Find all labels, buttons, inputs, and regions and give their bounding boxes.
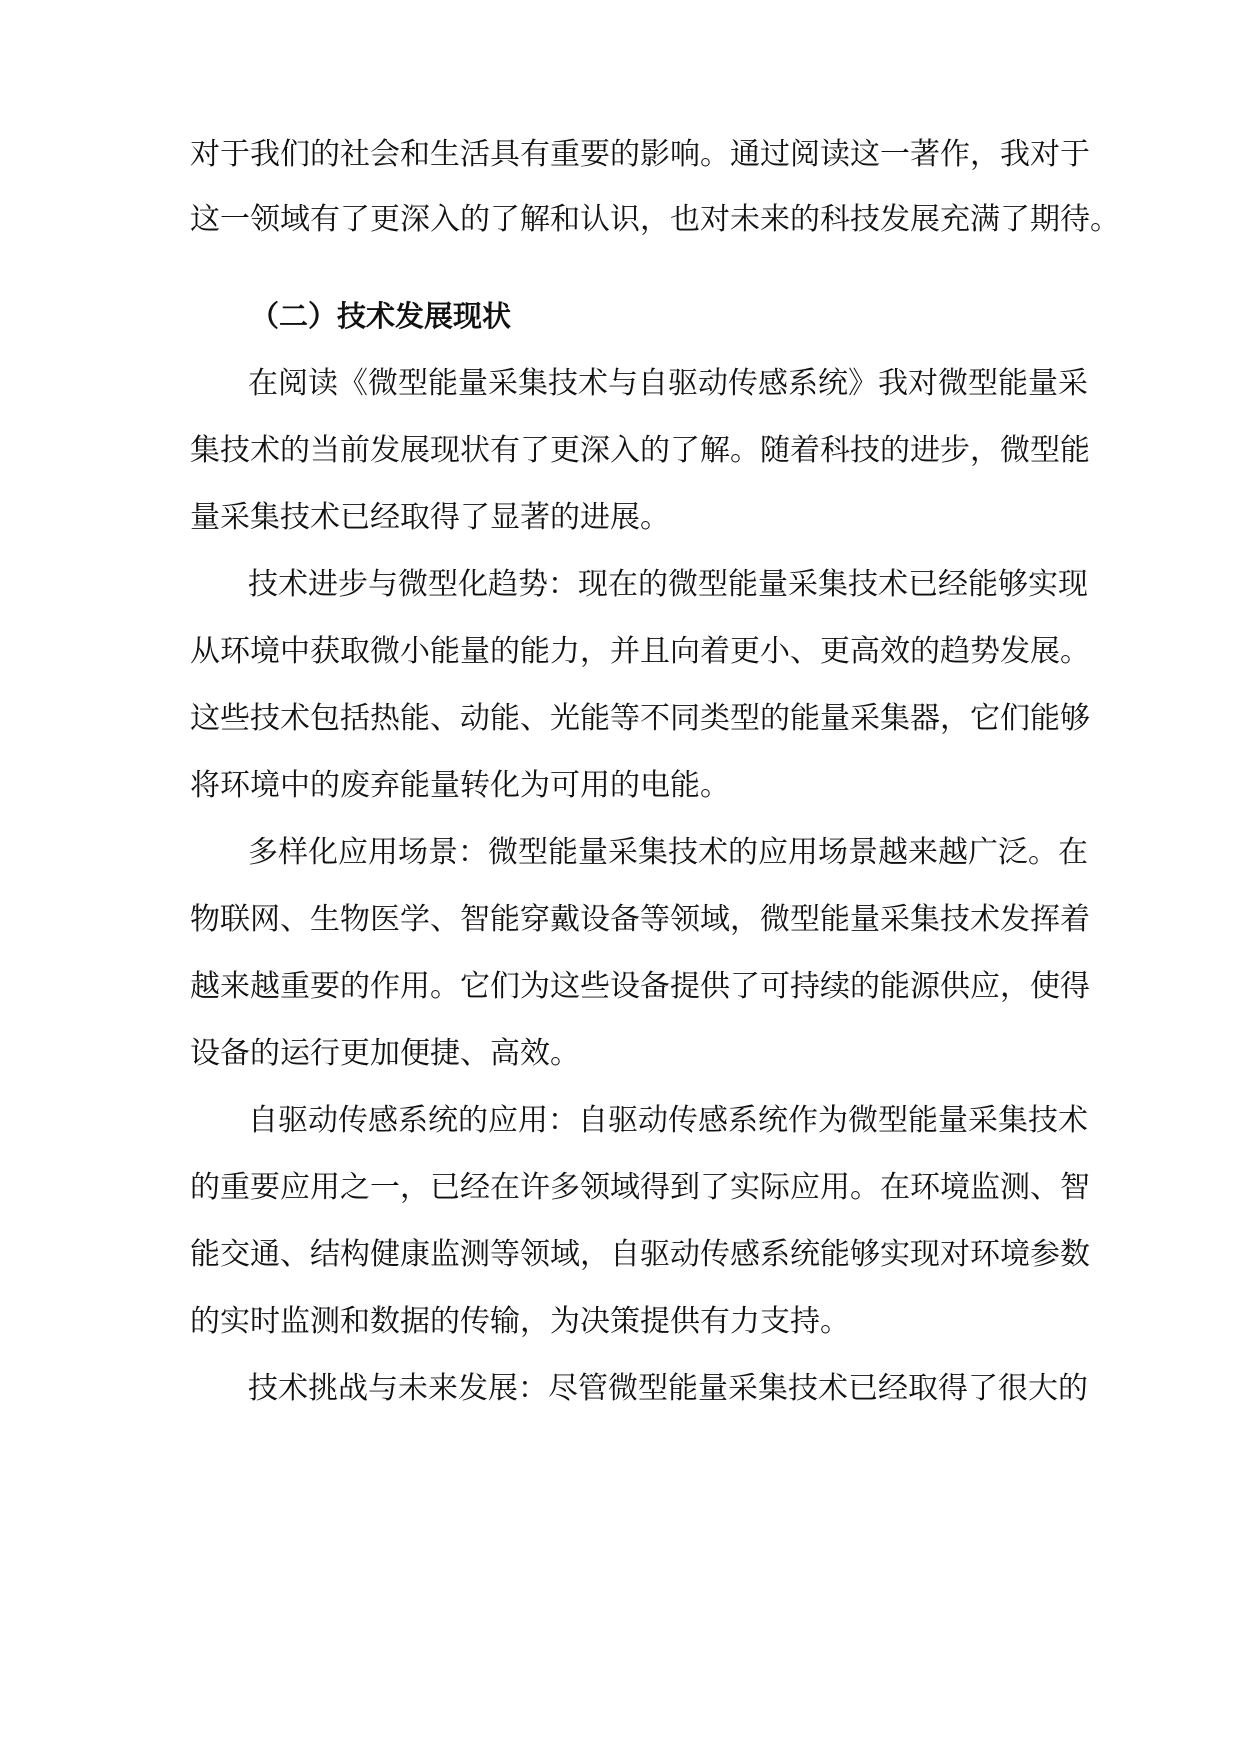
section-heading: （二）技术发展现状 <box>250 299 512 333</box>
text-line <box>0 190 1241 250</box>
text-line <box>0 1359 1241 1419</box>
text-line-content: 的实时监测和数据的传输，为决策提供有力支持。 <box>190 1304 850 1339</box>
text-line <box>0 1225 1241 1285</box>
text-line-content: 多样化应用场景：微型能量采集技术的应用场景越来越广泛。在 <box>248 835 1088 870</box>
text-line-content: 自驱动传感系统的应用：自驱动传感系统作为微型能量采集技术 <box>248 1103 1088 1138</box>
text-line <box>0 622 1241 682</box>
text-line <box>0 1292 1241 1352</box>
text-line-content: 越来越重要的作用。它们为这些设备提供了可持续的能源供应，使得 <box>190 969 1090 1004</box>
text-line <box>0 1158 1241 1218</box>
text-line <box>0 421 1241 481</box>
text-line-content: 从环境中获取微小能量的能力，并且向着更小、更高效的趋势发展。 <box>190 634 1090 669</box>
text-line-content: 这一领域有了更深入的了解和认识，也对未来的科技发展充满了期待。 <box>190 202 1120 237</box>
text-line-content: 将环境中的废弃能量转化为可用的电能。 <box>190 768 730 803</box>
text-line <box>0 756 1241 816</box>
text-line <box>0 890 1241 950</box>
text-line <box>0 488 1241 548</box>
text-line-content: 这些技术包括热能、动能、光能等不同类型的能量采集器，它们能够 <box>190 701 1090 736</box>
text-line <box>0 354 1241 414</box>
text-line-content: 物联网、生物医学、智能穿戴设备等领域，微型能量采集技术发挥着 <box>190 902 1090 937</box>
text-line-content: 量采集技术已经取得了显著的进展。 <box>190 500 670 535</box>
text-line-content: 集技术的当前发展现状有了更深入的了解。随着科技的进步，微型能 <box>190 433 1090 468</box>
text-line-content: 能交通、结构健康监测等领域，自驱动传感系统能够实现对环境参数 <box>190 1237 1090 1272</box>
text-line-content: 在阅读《微型能量采集技术与自驱动传感系统》我对微型能量采 <box>248 366 1088 401</box>
text-line <box>0 1024 1241 1084</box>
text-line-content: 的重要应用之一，已经在许多领域得到了实际应用。在环境监测、智 <box>190 1170 1090 1205</box>
section-heading-row <box>0 286 1241 346</box>
text-line <box>0 957 1241 1017</box>
text-line <box>0 823 1241 883</box>
text-line-content: 技术挑战与未来发展：尽管微型能量采集技术已经取得了很大的 <box>248 1371 1088 1406</box>
text-line <box>0 689 1241 749</box>
text-line-content: 设备的运行更加便捷、高效。 <box>190 1036 580 1071</box>
text-line-content: 对于我们的社会和生活具有重要的影响。通过阅读这一著作，我对于 <box>190 137 1090 172</box>
text-line <box>0 125 1241 185</box>
text-line <box>0 1091 1241 1151</box>
text-line <box>0 555 1241 615</box>
text-line-content: 技术进步与微型化趋势：现在的微型能量采集技术已经能够实现 <box>248 567 1088 602</box>
